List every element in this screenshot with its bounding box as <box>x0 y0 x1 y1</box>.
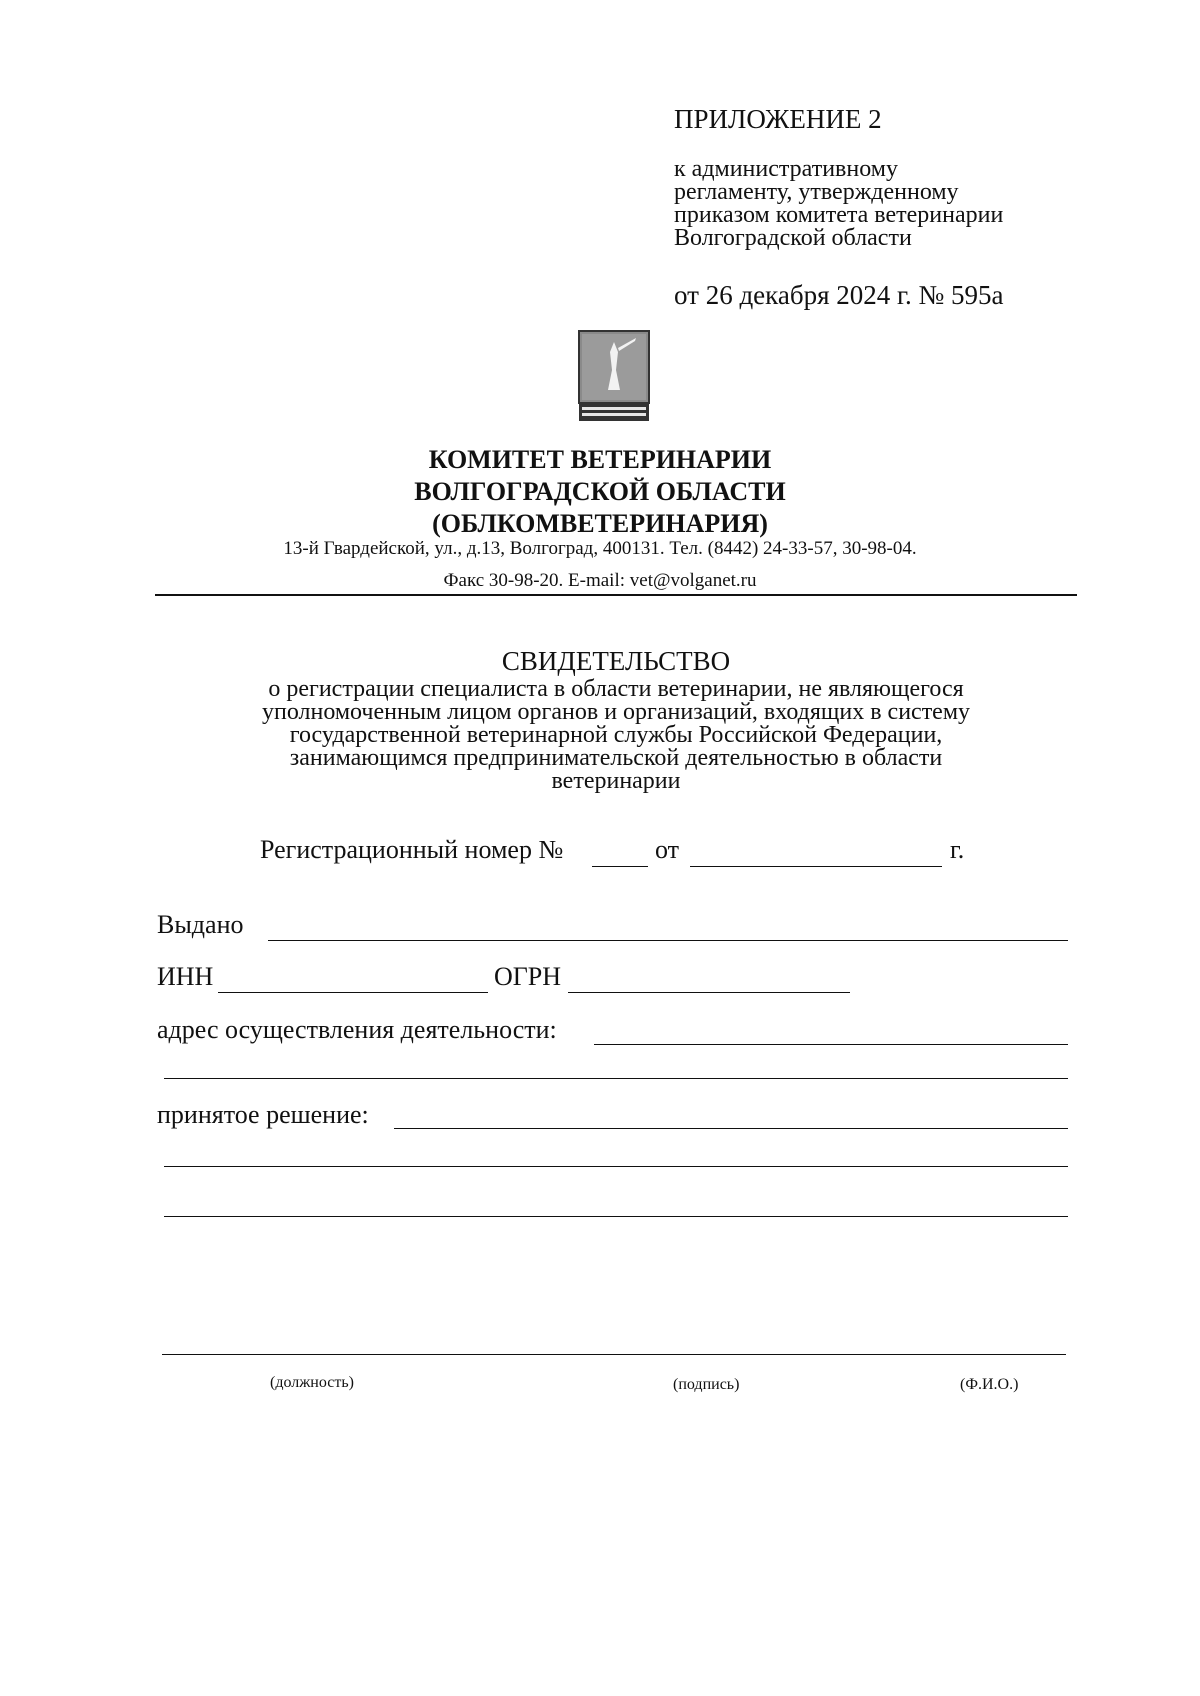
annex-line: приказом комитета ветеринарии <box>674 202 1004 228</box>
annex-line: к административному <box>674 156 898 182</box>
activity-address-label: адрес осуществления деятельности: <box>157 1015 557 1044</box>
subtitle-line: ветеринарии <box>551 768 681 794</box>
organization-fax-email: Факс 30-98-20. E-mail: vet@volganet.ru <box>443 570 757 591</box>
org-line: (ОБЛКОМВЕТЕРИНАРИЯ) <box>432 509 768 538</box>
decision-field[interactable] <box>394 1128 1068 1129</box>
decision-field-line3[interactable] <box>164 1216 1068 1217</box>
annex-line: регламенту, утвержденному <box>674 179 959 205</box>
annex-date: от 26 декабря 2024 г. № 595а <box>674 280 1004 310</box>
organization-address: 13-й Гвардейской, ул., д.13, Волгоград, 400131. Тел. (8442) 24-33-57, 30-98-04. <box>283 538 917 559</box>
decision-field-line2[interactable] <box>164 1166 1068 1167</box>
registration-year-suffix: г. <box>950 835 965 864</box>
decision-label: принятое решение: <box>157 1100 369 1129</box>
org-line: КОМИТЕТ ВЕТЕРИНАРИИ <box>428 445 772 474</box>
header-divider <box>155 594 1077 596</box>
ogrn-field[interactable] <box>568 992 850 993</box>
subtitle-line: о регистрации специалиста в области ветеринарии, не являющегося <box>268 676 964 702</box>
annex-line: Волгоградской области <box>674 225 912 251</box>
signature-line[interactable] <box>162 1354 1066 1355</box>
inn-label: ИНН <box>157 962 214 991</box>
registration-date-field[interactable] <box>690 866 942 867</box>
registration-from-label: от <box>655 835 680 864</box>
position-caption: (должность) <box>270 1374 354 1391</box>
issued-to-field[interactable] <box>268 940 1068 941</box>
registration-number-field[interactable] <box>592 866 648 867</box>
activity-address-field-line2[interactable] <box>164 1078 1068 1079</box>
coat-of-arms-emblem <box>578 330 650 422</box>
certificate-subtitle <box>0 678 1200 793</box>
full-name-caption: (Ф.И.О.) <box>960 1376 1019 1393</box>
issued-to-label: Выдано <box>157 910 244 939</box>
subtitle-line: занимающимся предпринимательской деятельностью в области <box>289 745 943 771</box>
subtitle-line: уполномоченным лицом органов и организаций, входящих в систему <box>261 699 971 725</box>
organization-name <box>0 444 1200 540</box>
signature-caption: (подпись) <box>673 1376 740 1393</box>
inn-field[interactable] <box>218 992 488 993</box>
annex-title: ПРИЛОЖЕНИЕ 2 <box>674 104 882 134</box>
certificate-title: СВИДЕТЕЛЬСТВО <box>501 646 731 676</box>
subtitle-line: государственной ветеринарной службы Российской Федерации, <box>289 722 943 748</box>
activity-address-field[interactable] <box>594 1044 1068 1045</box>
org-line: ВОЛГОГРАДСКОЙ ОБЛАСТИ <box>414 477 786 506</box>
ogrn-label: ОГРН <box>494 962 562 991</box>
annex-description <box>674 158 1003 250</box>
registration-number-label: Регистрационный номер № <box>260 835 564 864</box>
